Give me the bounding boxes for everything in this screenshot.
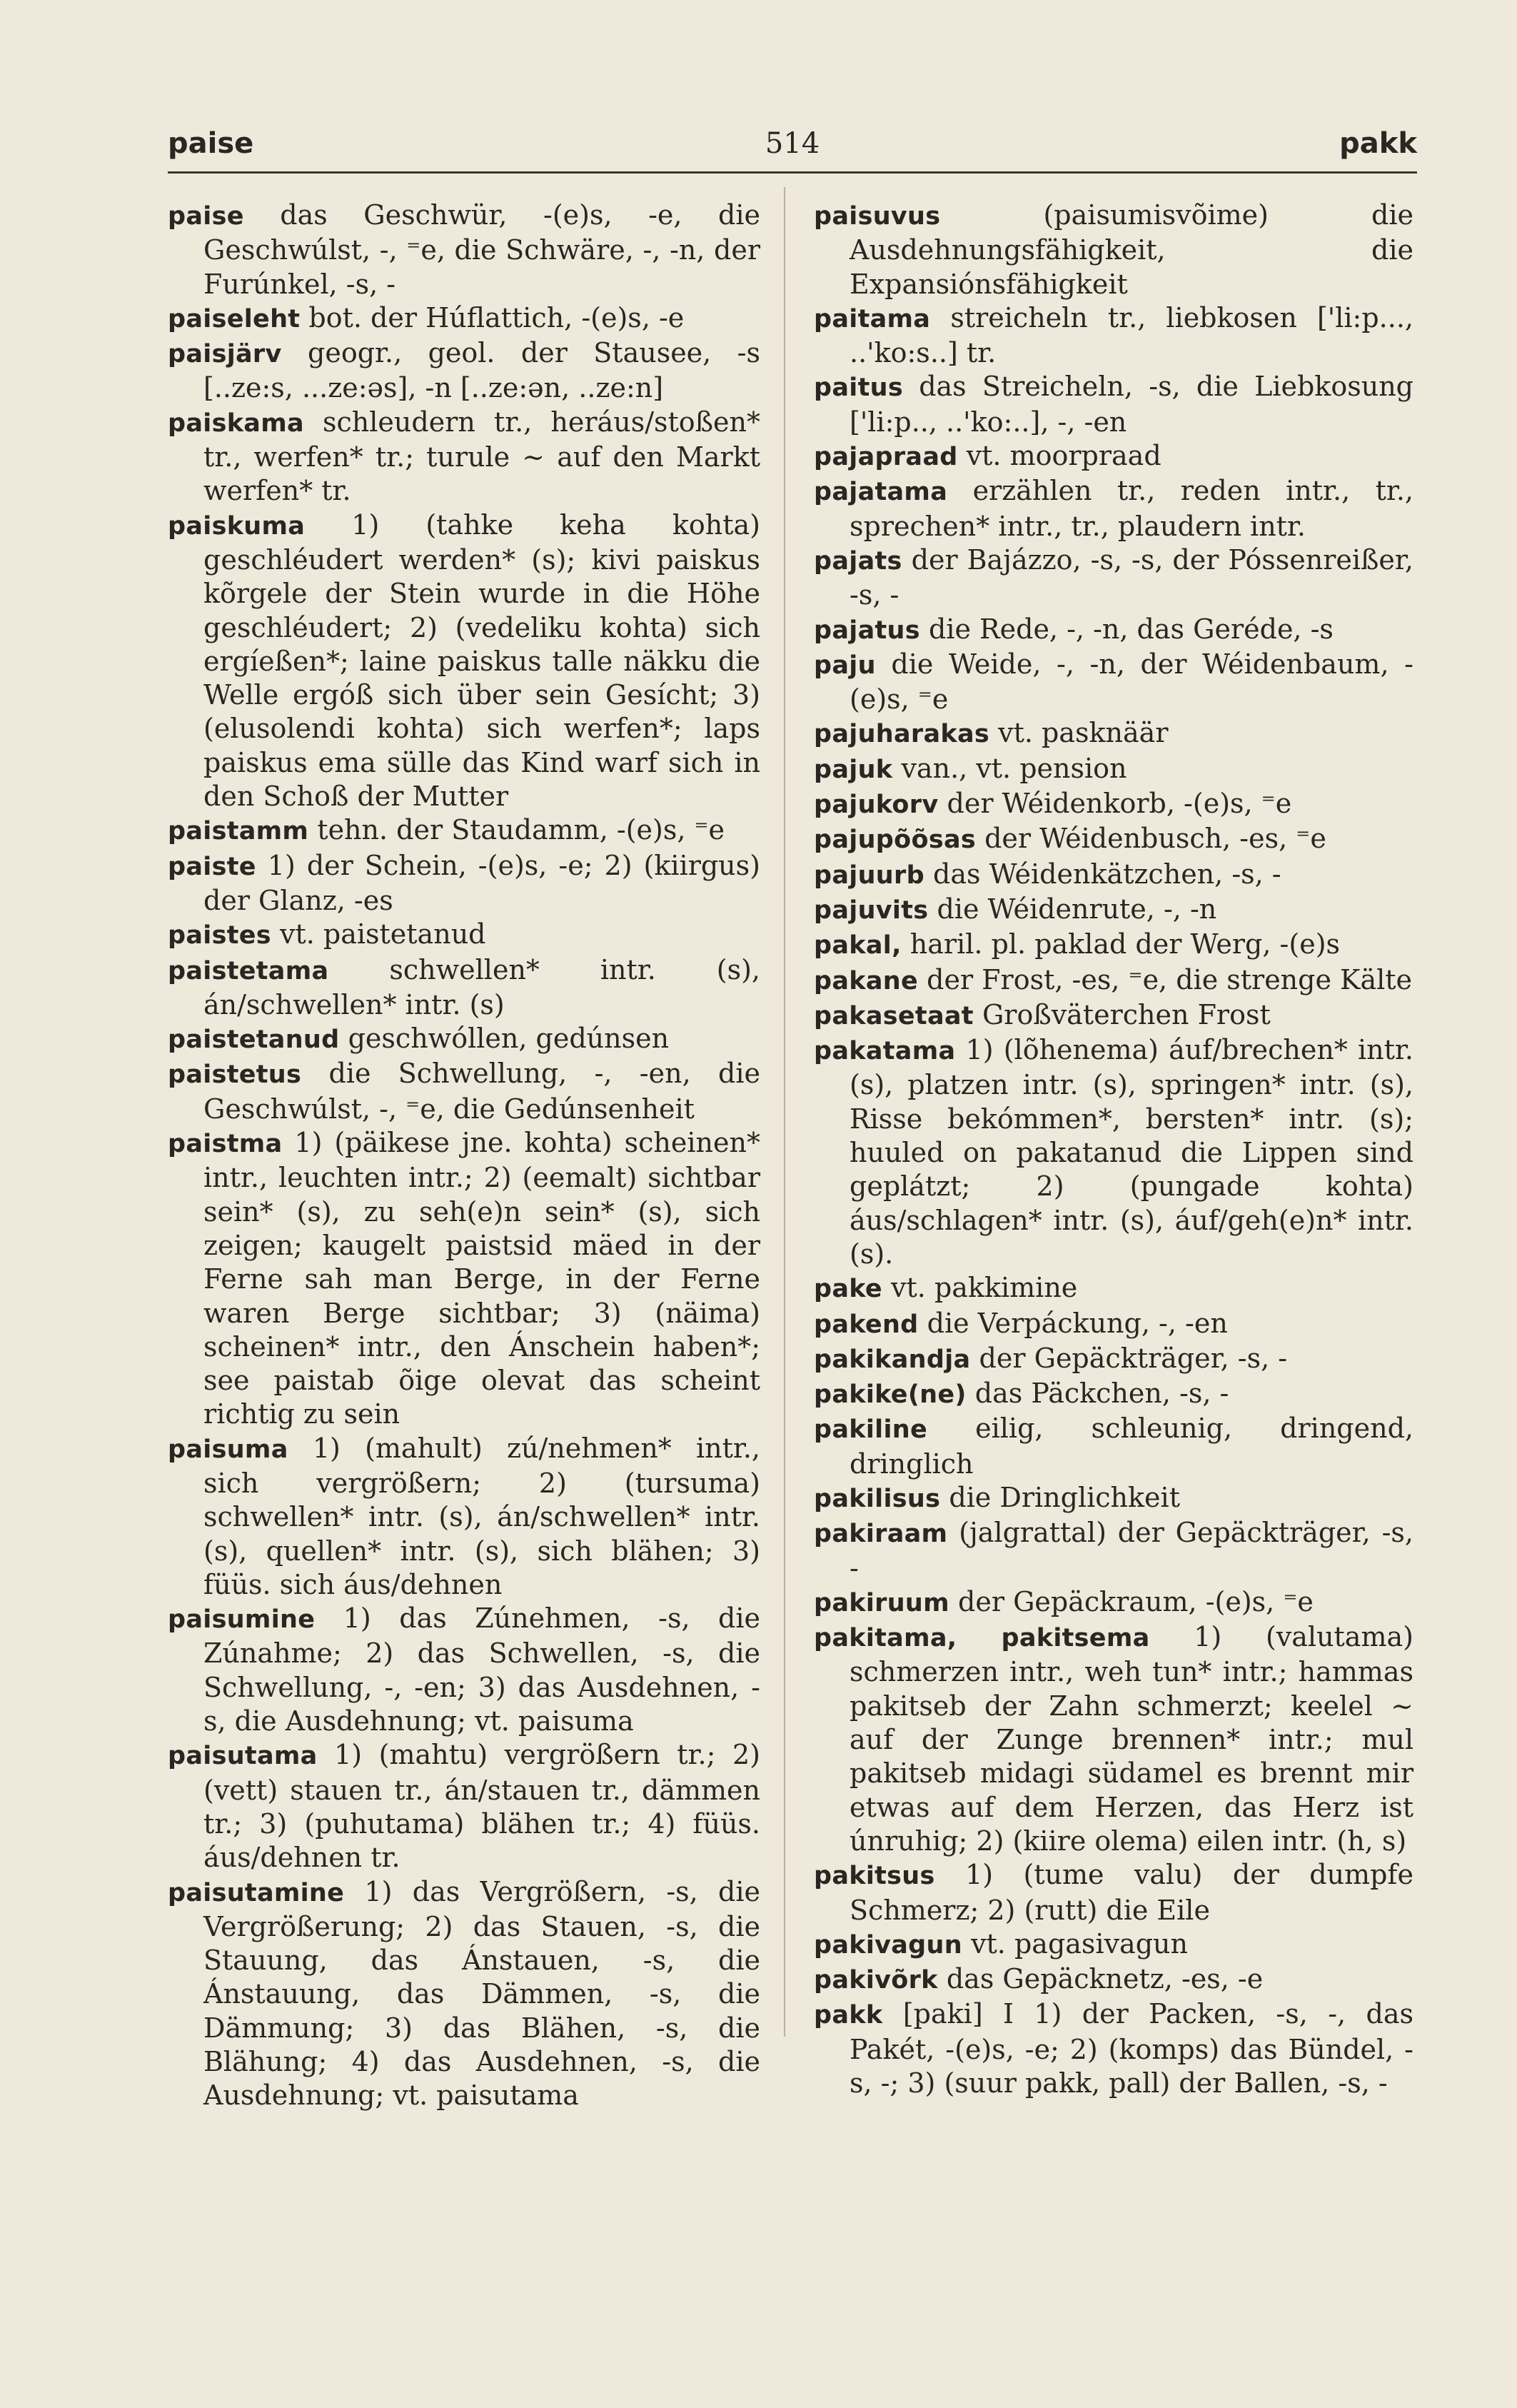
dictionary-entry — [168, 1057, 760, 1126]
entry-definition: vt. pakkimine — [891, 1272, 1078, 1304]
entry-headword: pakitama, pakitsema — [814, 1624, 1150, 1653]
entry-headword: paistetanud — [168, 1025, 340, 1055]
entry-definition: der Gepäckraum, -(e)s, ⁼e — [958, 1585, 1314, 1617]
entry-definition: 1) das Zúnehmen, -s, die Zúnahme; 2) das Schwellen, -s, die Schwellung, -, -en; 3) das Ausdehnen, -s, die Ausdehnung; vt. paisuma — [203, 1602, 760, 1737]
entry-headword: pajukorv — [814, 791, 939, 820]
entry-headword: pajapraad — [814, 443, 958, 472]
entry-definition: haril. pl. paklad der Werg, -(e)s — [909, 928, 1341, 960]
entry-definition: tehn. der Staudamm, -(e)s, ⁼e — [317, 814, 725, 846]
dictionary-entry — [814, 1342, 1413, 1377]
entry-definition: (jalgrattal) der Gepäckträger, -s, - — [850, 1517, 1413, 1584]
dictionary-entry — [814, 716, 1413, 751]
entry-headword: pajats — [814, 546, 902, 576]
entry-headword: pajupõõsas — [814, 826, 977, 855]
entry-headword: pakivõrk — [814, 1966, 938, 1995]
entry-headword: paisjärv — [168, 340, 282, 369]
dictionary-entry — [814, 474, 1413, 543]
entry-definition: das Wéidenkätzchen, -s, - — [933, 858, 1281, 890]
entry-headword: paitus — [814, 373, 903, 403]
entry-definition: erzählen tr., reden intr., tr., sprechen* intr., tr., plaudern intr. — [850, 475, 1413, 542]
dictionary-entry — [168, 336, 760, 406]
dictionary-entry — [168, 918, 760, 953]
entry-definition: Großväterchen Frost — [982, 998, 1271, 1030]
entry-definition: die Wéidenrute, -, -n — [937, 893, 1217, 925]
entry-definition: das Geschwür, -(e)s, -e, die Geschwúlst, -, ⁼e, die Schwäre, -, -n, der Furúnkel, -s, - — [203, 199, 760, 300]
entry-definition: schleudern tr., heráus/stoßen* tr., werfen* tr.; turule ~ auf den Markt werfen* tr. — [203, 406, 760, 507]
dictionary-entry — [814, 822, 1413, 857]
entry-definition: der Bajázzo, -s, -s, der Póssenreißer, -s, - — [850, 543, 1413, 611]
right-column — [814, 199, 1413, 2100]
dictionary-entry — [168, 199, 760, 301]
entry-definition: 1) (tume valu) der dumpfe Schmerz; 2) (rutt) die Eile — [850, 1859, 1413, 1926]
entry-headword: pajatama — [814, 478, 948, 507]
entry-definition: die Rede, -, -n, das Geréde, -s — [928, 613, 1334, 645]
entry-headword: paju — [814, 651, 876, 680]
dictionary-entry — [814, 893, 1413, 928]
entry-definition: 1) (mahult) zú/nehmen* intr., sich vergrößern; 2) (tursuma) schwellen* intr. (s), án/schwellen* intr. (s), quellen* intr. (s), sich blähen; 3) füüs. sich áus/dehnen — [203, 1432, 760, 1600]
entry-headword: pajuvits — [814, 896, 929, 925]
running-head-left: paise — [168, 127, 254, 160]
entry-definition: die Dringlichkeit — [949, 1481, 1180, 1513]
entry-definition: [paki] I 1) der Packen, -s, -, das Pakét, -(e)s, -e; 2) (komps) das Bündel, -s, -; 3) (suur pakk, pall) der Ballen, -s, - — [850, 1998, 1413, 2100]
entry-headword: paisutama — [168, 1742, 318, 1771]
entry-headword: paistamm — [168, 817, 309, 846]
dictionary-entry — [168, 301, 760, 336]
entry-definition: 1) (mahtu) vergrößern tr.; 2) (vett) stauen tr., án/stauen tr., dämmen tr.; 3) (puhutama) blähen tr.; 4) füüs. áus/dehnen tr. — [203, 1739, 760, 1874]
entry-definition: das Gepäcknetz, -es, -e — [946, 1963, 1264, 1995]
entry-headword: paitama — [814, 304, 931, 333]
entry-definition: vt. paistetanud — [280, 918, 486, 950]
dictionary-entry — [168, 1602, 760, 1738]
dictionary-entry — [814, 1620, 1413, 1858]
dictionary-entry — [814, 370, 1413, 439]
entry-headword: pakike(ne) — [814, 1380, 967, 1410]
dictionary-entry — [814, 787, 1413, 822]
dictionary-entry — [814, 1271, 1413, 1306]
dictionary-entry — [814, 1516, 1413, 1585]
dictionary-entry — [814, 752, 1413, 787]
dictionary-entry — [814, 199, 1413, 301]
entry-definition: 1) (valutama) schmerzen intr., weh tun* intr.; hammas pakitseb der Zahn schmerzt; keelel ~ auf der Zunge brennen* intr.; mul pakitseb midagi südamel es brennt mir etwas auf dem Herzen, das Herz ist únruhig; 2) (kiire olema) eilen intr. (h, s) — [850, 1621, 1413, 1857]
column-divider — [784, 187, 785, 2037]
entry-headword: pakiline — [814, 1415, 927, 1445]
entry-headword: pakane — [814, 966, 919, 995]
dictionary-entry — [814, 1481, 1413, 1516]
entry-headword: pakk — [814, 2001, 883, 2030]
entry-definition: vt. pasknäär — [998, 717, 1169, 749]
entry-headword: paisuma — [168, 1435, 288, 1464]
entry-headword: paise — [168, 202, 244, 231]
dictionary-entry — [814, 301, 1413, 371]
entry-headword: paiskuma — [168, 511, 306, 541]
entry-definition: die Schwellung, -, -en, die Geschwúlst, -, ⁼e, die Gedúnsenheit — [203, 1058, 760, 1125]
entry-headword: pakal, — [814, 931, 902, 960]
entry-headword: pajuk — [814, 755, 893, 784]
entry-headword: paisuvus — [814, 202, 941, 231]
entry-headword: pakitsus — [814, 1862, 935, 1891]
entry-headword: paistma — [168, 1130, 283, 1159]
entry-headword: paistes — [168, 921, 271, 950]
header-rule — [168, 171, 1417, 174]
entry-definition: 1) (lõhenema) áuf/brechen* intr. (s), platzen intr. (s), springen* intr. (s), Risse bekómmen*, bersten* intr. (s); huuled on pakatanud die Lippen sind geplátzt; 2) (pungade kohta) áus/schlagen* intr. (s), áuf/geh(e)n* intr. (s). — [850, 1034, 1413, 1270]
entry-definition: schwellen* intr. (s), án/schwellen* intr. (s) — [203, 953, 760, 1020]
dictionary-entry — [814, 928, 1413, 963]
dictionary-entry — [814, 1377, 1413, 1412]
entry-headword: paisutamine — [168, 1878, 345, 1907]
entry-headword: pakatama — [814, 1037, 956, 1066]
left-column — [168, 199, 760, 2113]
entry-definition: eilig, schleunig, dringend, dringlich — [850, 1413, 1413, 1480]
entry-headword: pajatus — [814, 616, 920, 645]
dictionary-entry — [168, 1875, 760, 2113]
dictionary-entry — [168, 1022, 760, 1057]
entry-headword: paiskama — [168, 408, 304, 438]
entry-definition: 1) der Schein, -(e)s, -e; 2) (kiirgus) der Glanz, -es — [203, 849, 760, 916]
entry-definition: 1) (tahke keha kohta) geschléudert werden* (s); kivi paiskus kõrgele der Stein wurde in die Höhe geschléudert; 2) (vedeliku kohta) sich ergíeßen*; laine paiskus talle näkku die Welle ergóß sich über sein Gesícht; 3) (elusolendi kohta) sich werfen*; laps paiskus ema sülle das Kind warf sich in den Schoß der Mutter — [203, 508, 760, 813]
dictionary-entry — [814, 998, 1413, 1033]
entry-headword: pakilisus — [814, 1484, 941, 1513]
entry-headword: pake — [814, 1275, 882, 1304]
entry-headword: paistetus — [168, 1060, 302, 1090]
entry-definition: 1) (päikese jne. kohta) scheinen* intr., leuchten intr.; 2) (eemalt) sichtbar sein* (s), zu seh(e)n sein* (s), sich zeigen; kaugelt paistsid mäed in der Ferne sah man Berge, in der Ferne waren Berge sichtbar; 3) (näima) scheinen* intr., den Ánschein haben*; see paistab õige olevat das scheint richtig zu sein — [203, 1127, 760, 1430]
dictionary-entry — [168, 406, 760, 508]
entry-headword: pakiraam — [814, 1520, 948, 1549]
entry-definition: bot. der Húflattich, -(e)s, -e — [308, 301, 685, 333]
dictionary-entry — [814, 963, 1413, 998]
dictionary-entry — [168, 953, 760, 1023]
entry-definition: das Päckchen, -s, - — [974, 1378, 1229, 1410]
entry-definition: der Wéidenbusch, -es, ⁼e — [984, 823, 1326, 855]
dictionary-entry — [168, 849, 760, 918]
dictionary-entry — [814, 613, 1413, 648]
dictionary-entry — [814, 1858, 1413, 1927]
entry-definition: die Verpáckung, -, -en — [927, 1307, 1228, 1339]
dictionary-entry — [814, 1412, 1413, 1481]
dictionary-entry — [814, 1997, 1413, 2100]
dictionary-entry — [814, 1927, 1413, 1962]
dictionary-entry — [168, 508, 760, 814]
entry-definition: vt. pagasivagun — [971, 1927, 1188, 1960]
entry-definition: das Streicheln, -s, die Liebkosung ['li:p.., ..'ko:..], -, -en — [850, 371, 1413, 438]
entry-headword: pakivagun — [814, 1930, 962, 1960]
entry-definition: der Frost, -es, ⁼e, die strenge Kälte — [927, 963, 1413, 995]
dictionary-entry — [814, 439, 1413, 474]
dictionary-entry — [814, 1033, 1413, 1271]
entry-headword: paisumine — [168, 1605, 316, 1635]
entry-definition: der Gepäckträger, -s, - — [979, 1342, 1288, 1374]
entry-headword: pajuharakas — [814, 720, 990, 749]
entry-headword: paistetama — [168, 956, 329, 985]
entry-headword: paiseleht — [168, 304, 301, 333]
entry-definition: (paisumisvõime) die Ausdehnungsfähigkeit, die Expansiónsfähigkeit — [850, 199, 1413, 300]
entry-headword: pakasetaat — [814, 1001, 974, 1030]
entry-definition: 1) das Vergrößern, -s, die Vergrößerung; 2) das Stauen, -s, die Stauung, das Ánstauen, -s, die Ánstauung, das Dämmen, -s, die Dämmung; 3) das Blähen, -s, die Blähung; 4) das Ausdehnen, -s, die Ausdehnung; vt. paisutama — [203, 1875, 760, 2112]
dictionary-entry — [814, 1307, 1413, 1342]
running-head-right: pakk — [1339, 127, 1417, 160]
entry-headword: pakikandja — [814, 1345, 971, 1374]
dictionary-entry — [168, 1738, 760, 1875]
entry-headword: pakiruum — [814, 1588, 949, 1617]
dictionary-entry — [168, 1432, 760, 1602]
entry-definition: die Weide, -, -n, der Wéidenbaum, -(e)s, ⁼e — [850, 648, 1413, 716]
dictionary-entry — [168, 1126, 760, 1432]
entry-headword: paiste — [168, 852, 256, 881]
entry-definition: vt. moorpraad — [966, 440, 1161, 472]
dictionary-entry — [814, 543, 1413, 613]
entry-definition: van., vt. pension — [901, 752, 1127, 784]
page-header — [168, 127, 1417, 177]
dictionary-entry — [814, 1962, 1413, 1997]
page-number: 514 — [765, 127, 820, 160]
dictionary-entry — [814, 648, 1413, 717]
entry-headword: pajuurb — [814, 861, 924, 890]
dictionary-entry — [814, 858, 1413, 893]
entry-definition: geogr., geol. der Stausee, -s [..ze:s, ...ze:əs], -n [..ze:ən, ..ze:n] — [203, 337, 760, 404]
entry-definition: der Wéidenkorb, -(e)s, ⁼e — [947, 788, 1292, 820]
entry-headword: pakend — [814, 1310, 919, 1339]
entry-definition: geschwóllen, gedúnsen — [348, 1023, 670, 1055]
entry-definition: streicheln tr., liebkosen ['li:p..., ..'ko:s..] tr. — [850, 301, 1413, 369]
dictionary-entry — [168, 813, 760, 848]
dictionary-entry — [814, 1585, 1413, 1620]
